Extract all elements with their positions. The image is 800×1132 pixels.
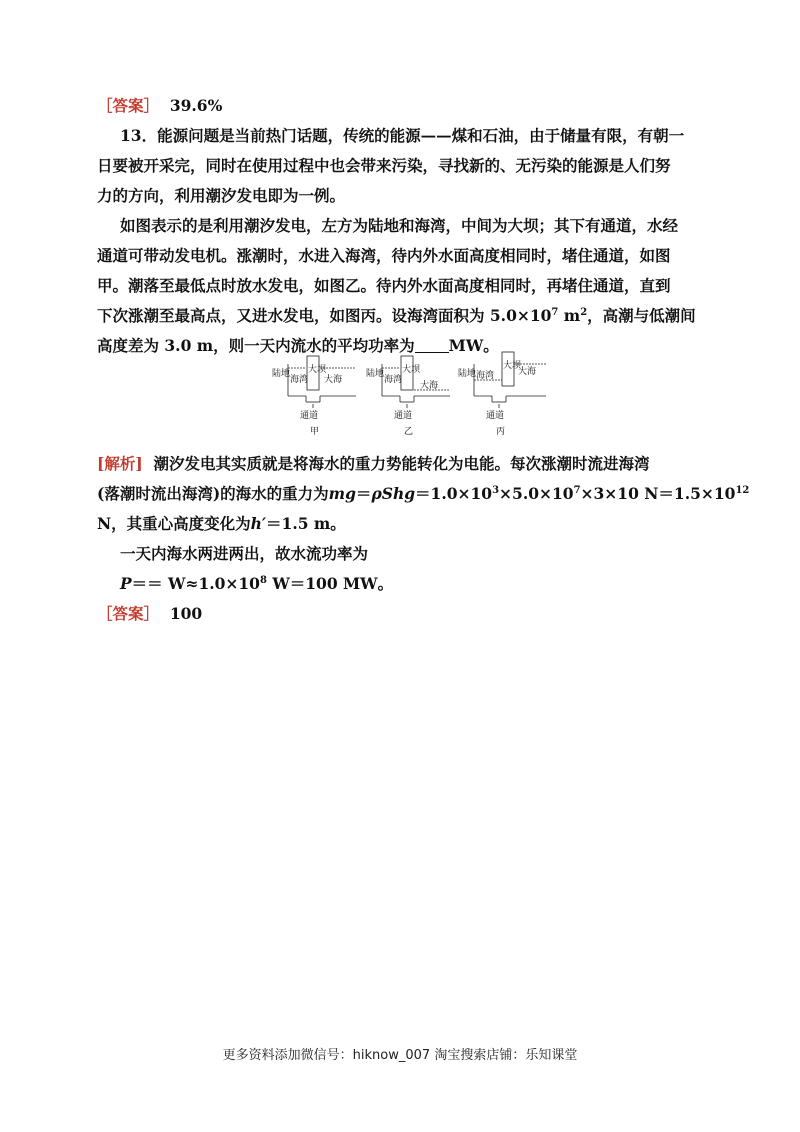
text: ×5.0×10 [499,484,574,503]
answer-value: 39.6% [169,96,223,115]
text: ×3×10 N＝1.5×10 [580,484,736,503]
label-dam: 大坝 [402,365,421,375]
caption-bing: 丙 [496,427,506,437]
text: ＝ [355,484,372,503]
text: ρShg [371,484,416,503]
label-dam: 大坝 [308,365,327,375]
problem-line: 力的方向，利用潮汐发电即为一例。 [97,186,346,205]
text: ，高潮与低潮间 [587,306,696,325]
analysis-line [97,454,717,474]
footer-note: 更多资料添加微信号：hiknow_007 淘宝搜索店铺：乐知课堂 [222,1048,578,1063]
answer-tag: ［答案］ [97,96,160,115]
superscript: 7 [573,484,581,496]
text: 高度差为 3.0 m，则一天内流水的平均功率为 [97,336,415,355]
problem-line [97,306,717,326]
analysis-line: 一天内海水两进两出，故水流功率为 [120,544,369,563]
problem-line: 13．能源问题是当前热门话题，传统的能源——煤和石油，由于储量有限，有朝一 [120,126,685,145]
label-dam: 大坝 [503,361,522,371]
label-channel: 通道 [300,411,319,421]
analysis-line [97,514,717,534]
label-bay: 海湾 [384,375,403,385]
answer-value: 100 [169,604,203,623]
text: 下次涨潮至最高点，又进水发电，如图丙。设海湾面积为 5.0×10 [97,306,552,325]
text: P [120,574,132,593]
label-land: 陆地 [458,369,477,379]
superscript: 7 [551,306,559,318]
superscript: 3 [492,484,500,496]
text: h′ [250,514,267,533]
answer-line-1 [97,96,717,116]
tidal-power-diagram [270,350,550,440]
text: W＝100 MW。 [266,574,394,593]
problem-line: 如图表示的是利用潮汐发电，左方为陆地和海湾，中间为大坝；其下有通道，水经 [120,216,679,235]
caption-yi: 乙 [404,427,414,437]
answer-tag: ［答案］ [97,604,160,623]
label-sea: 大海 [420,381,439,391]
superscript: 12 [735,484,750,496]
text: N，其重心高度变化为 [97,514,251,533]
analysis-line [97,484,750,504]
text: m [558,306,581,325]
text: MW。 [448,336,499,355]
text: 潮汐发电其实质就是将海水的重力势能转化为电能。每次涨潮时流进海湾 [153,454,650,473]
label-channel: 通道 [486,411,505,421]
problem-line: 通道可带动发电机。涨潮时，水进入海湾，待内外水面高度相同时，堵住通道，如图 [97,246,671,265]
analysis-line [120,574,740,594]
label-bay: 海湾 [476,371,495,381]
superscript: 2 [580,306,588,318]
label-channel: 通道 [394,411,413,421]
label-bay: 海湾 [290,375,309,385]
label-land: 陆地 [272,369,291,379]
text: mg [328,484,356,503]
text: ＝1.0×10 [415,484,493,503]
analysis-tag: [解析] [97,454,143,473]
text: ＝1.5 m。 [266,514,346,533]
superscript: 8 [259,574,267,586]
answer-line-2 [97,604,717,624]
label-sea: 大海 [324,375,343,385]
label-land: 陆地 [366,369,385,379]
caption-jia: 甲 [310,427,320,437]
problem-line: 甲。潮落至最低点时放水发电，如图乙。待内外水面高度相同时，再堵住通道，直到 [97,276,671,295]
label-sea: 大海 [518,367,537,377]
problem-line: 日要被开采完，同时在使用过程中也会带来污染，寻找新的、无污染的能源是人们努 [97,156,671,175]
text: ＝＝ W≈1.0×10 [131,574,260,593]
text: (落潮时流出海湾)的海水的重力为 [97,484,329,503]
